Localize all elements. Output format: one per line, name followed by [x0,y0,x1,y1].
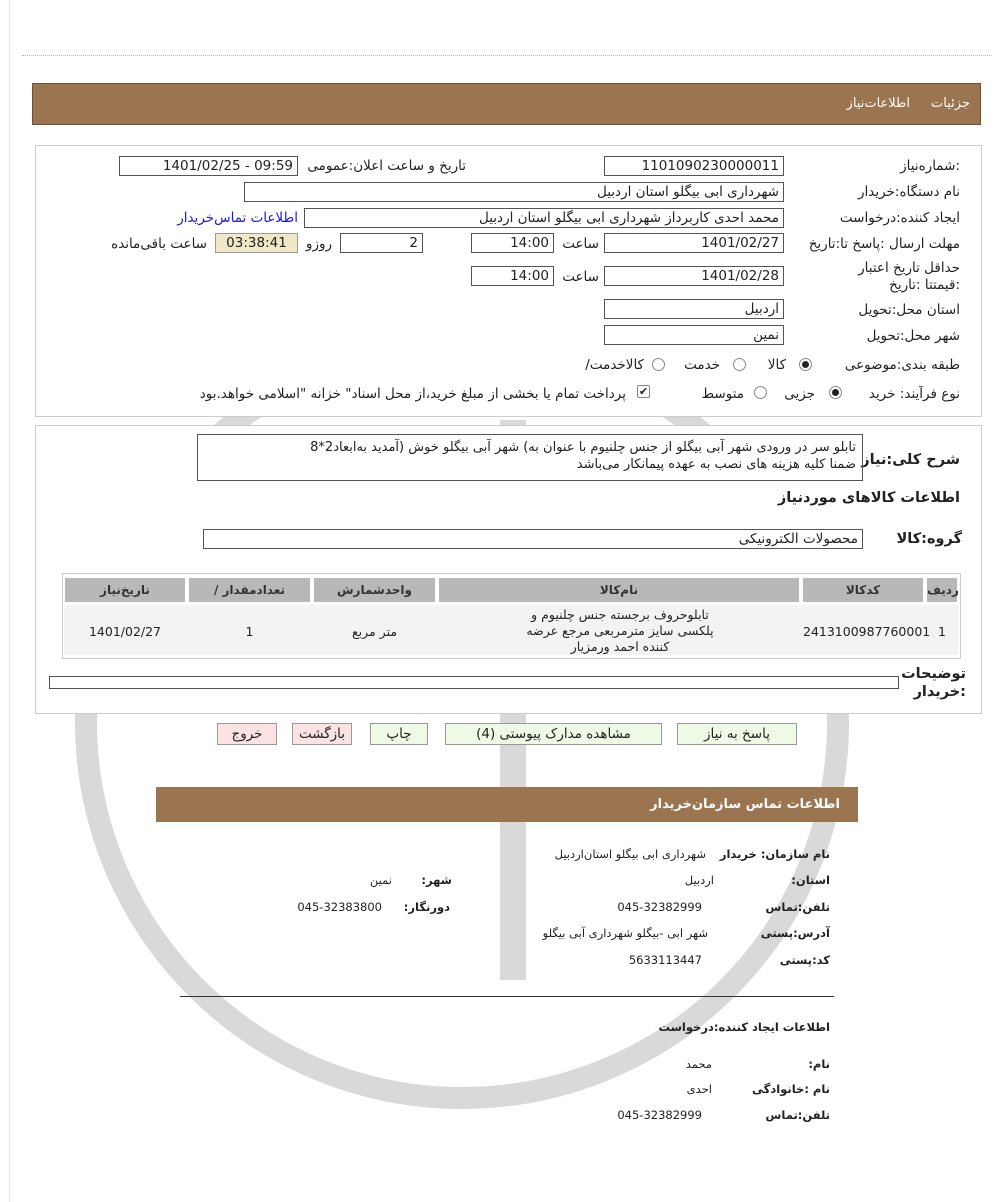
postal-value: 5633113447 [628,953,702,967]
address-value: شهر ابی -بیگلو شهرداری آبی بیگلو [542,926,708,940]
buyer-contact-link[interactable]: اطلاعات تماس‌خریدار [177,210,298,226]
days-label: روزو [305,236,332,252]
process-option-medium: متوسط [701,386,744,402]
org-value: شهرداری ابی بیگلو استان‌اردبیل [554,847,706,861]
requester-family-label: نام :خانوادگی [752,1082,830,1096]
reply-button[interactable]: پاسخ به نیاز [677,723,797,745]
requester-phone-value: 045-32382999 [617,1108,702,1122]
buyer-notes-label-text: توضیحات :خریدار [901,666,966,700]
deadline-time-label: ساعت [562,236,599,252]
row-code: 2413100987760001 [803,624,931,639]
validity-date-field: 1401/02/28 [604,266,784,286]
need-number-field: 1101090230000011 [604,156,784,176]
validity-label [840,260,960,294]
page-left-border [9,0,10,1202]
deadline-date-field: 1401/02/27 [604,233,784,253]
row-unit: متر مربع [351,624,398,639]
deadline-label: مهلت ارسال :پاسخ تا:تاریخ [808,236,960,252]
remaining-label: ساعت باقی‌مانده [111,236,207,252]
row-number: 1 [938,624,946,639]
contact-city-value: نمین [369,873,392,887]
announce-label: تاریخ و ساعت اعلان:عمومی [307,158,466,174]
col-qty: / تعدادمقدار [189,578,310,602]
announce-field: 1401/02/25 - 09:59 [119,156,298,176]
row-name-line-3: کننده احمد ورمزیار [570,639,670,654]
creator-label: ایجاد کننده:درخواست [839,210,960,226]
header-bar [32,83,981,125]
col-name: نام‌کالا [439,578,799,602]
contact-city-label: :شهر [421,873,452,887]
fax-value: 045-32383800 [297,900,382,914]
deadline-time-field: 14:00 [471,233,554,253]
goods-group-field: محصولات الکترونیکی [203,529,863,549]
category-label: طبقه بندی:موضوعی [844,357,960,373]
contact-province-label: :استان [791,873,830,887]
category-option-goods: کالا [767,357,786,373]
row-name-line-1: تابلوحروف برجسته جنس چلنیوم و [531,607,709,622]
col-date: تاریخ‌نیاز [65,578,185,602]
row-qty: 1 [245,624,254,639]
contact-phone-label: تلفن:تماس [765,900,830,914]
back-button[interactable]: بازگشت [292,723,352,745]
buyer-notes-field [49,676,899,689]
need-number-label: شماره‌نیاز: [900,158,960,174]
requester-family-value: احدی [686,1082,712,1096]
payment-text: پرداخت تمام یا بخشی از مبلغ خرید،از محل اسناد" خزانه "اسلامی خواهد.بود [199,386,626,402]
remaining-time-field: 03:38:41 [215,233,298,253]
row-date: 1401/02/27 [88,624,162,639]
tab-need-info[interactable]: اطلاعات‌نیاز [846,96,910,111]
goods-title: اطلاعات کالاهای موردنیاز [777,490,960,506]
contact-divider [180,996,834,997]
tab-details[interactable]: جزئیات [931,96,970,111]
row-name [470,607,770,655]
fax-label: :دورنگار [403,900,450,914]
goods-group-label: گروه:کالا [896,531,962,547]
payment-checkbox[interactable]: ✔ [638,385,649,398]
description-box [197,434,863,481]
postal-label: کد:پستی [779,953,830,967]
description-label: شرح کلی:نیاز [861,452,960,468]
requester-name-value: محمد [685,1057,712,1071]
process-option-minor: جزیی [784,386,815,402]
process-radio-medium[interactable] [754,386,767,399]
description-line-1: تابلو سر در ورودی شهر آبی بیگلو از جنس چلنیوم با عنوان به) شهر آبی بیگلو خوش (آمدید به‌ابعاد2*8 [310,440,856,455]
category-option-both: /کالاخدمت [585,357,644,373]
province-field: اردبیل [604,299,784,319]
org-label: نام سازمان: خریدار [719,847,830,861]
col-unit: واحدشمارش [314,578,435,602]
category-radio-both[interactable] [652,358,665,371]
contact-header-title: اطلاعات تماس سازمان‌خریدار [650,797,840,812]
requester-name-label: :نام [808,1057,830,1071]
process-label: نوع فرآیند: خرید [868,386,960,402]
city-label: شهر محل:تحویل [866,328,960,344]
top-dotted-separator [22,55,992,56]
row-name-line-2: پلکسی سایز مترمربعی مرجع عرضه [526,623,714,638]
requester-title: اطلاعات ایجاد کننده:درخواست [658,1020,830,1034]
buyer-notes-label [896,665,966,701]
exit-button[interactable]: خروج [217,723,277,745]
col-code: کدکالا [803,578,923,602]
col-row: ردیف [927,578,957,602]
process-radio-minor[interactable] [829,386,842,399]
buyer-org-field: شهرداری ابی بیگلو استان اردبیل [244,182,784,202]
validity-label-text: حداقل تاریخ اعتبار :قیمتتا :تاریخ [858,260,960,293]
category-radio-service[interactable] [733,358,746,371]
days-field: 2 [340,233,423,253]
address-label: آدرس:پستی [760,926,830,940]
category-radio-goods[interactable] [799,358,812,371]
print-button[interactable]: چاپ [370,723,428,745]
contact-province-value: اردبیل [684,873,714,887]
city-field: نمین [604,325,784,345]
validity-time-field: 14:00 [471,266,554,286]
validity-time-label: ساعت [562,269,599,285]
creator-field: محمد احدی کاربرداز شهرداری ابی بیگلو استان اردبیل [304,208,784,228]
contact-phone-value: 045-32382999 [617,900,702,914]
province-label: استان محل:تحویل [858,302,960,318]
category-option-service: خدمت [684,357,720,373]
attachments-button[interactable]: مشاهده مدارک پیوستی (4) [445,723,662,745]
description-line-2: ضمنا کلیه هزینه های نصب به عهده پیمانکار می‌باشد [576,457,856,472]
requester-phone-label: تلفن:تماس [765,1108,830,1122]
buyer-org-label: نام دستگاه:خریدار [857,184,960,200]
